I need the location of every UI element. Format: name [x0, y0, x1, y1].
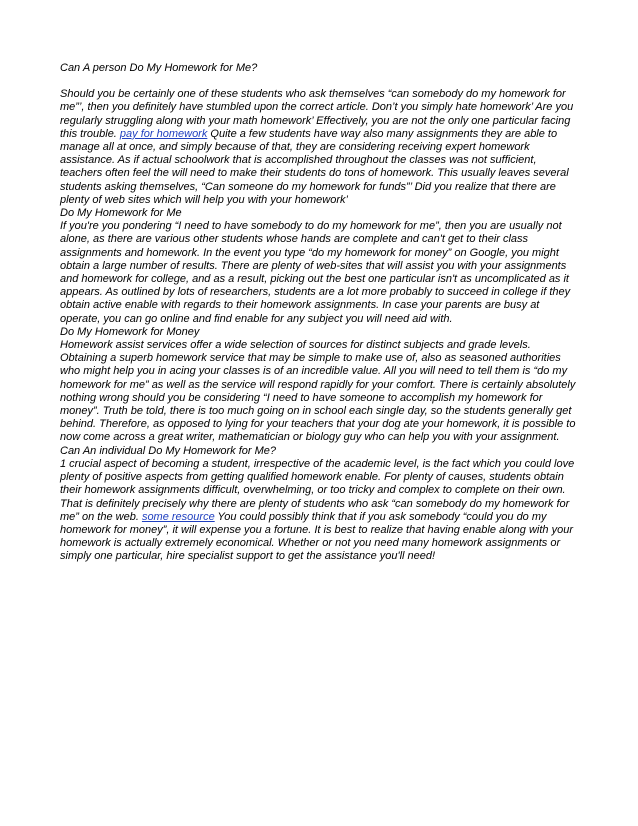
paragraph-crucial-aspect	[60, 458, 580, 564]
paragraph-text: You could possibly think that if you ask somebody “could you do my homework for money”, it will expense you a fortune. It is best to realize that having enable along with your homework is actually extremely economical. Whether or not you need many homework assignments or simply one particular, hire specialist support to get the assistance you'll need!	[60, 510, 573, 563]
paragraph-text: 1 crucial aspect of becoming a student, irrespective of the academic level, is the fact which you could love plenty of positive aspects from getting qualified homework enable. For plenty of causes, students obtain their homework assignments difficult, overwhelming, or too tricky and complex to complete on their own. That is definitely precisely why there are plenty of students who ask “can somebody do my homework for me” on the web.	[60, 457, 575, 523]
section-heading-homework-for-money: Do My Homework for Money	[60, 325, 200, 338]
pay-for-homework-link[interactable]: pay for homework	[119, 127, 208, 140]
document-body	[60, 62, 580, 564]
paragraph-assist-services: Homework assist services offer a wide selection of sources for distinct subjects and grade levels. Obtaining a superb homework service that may be simple to make use of, also as seasoned authorities who might help you in acing your classes is of an incredible value. All you will need to tell them is “do my homework for me” as well as the service will respond rapidly for your comfort. There is certainly absolutely nothing wrong should you be considering “I need to have someone to accomplish my homework for money”. Truth be told, there is too much going on in school each single day, so the students generally get behind. Therefore, as opposed to lying for your teachers that your dog ate your homework, it is possible to now come across a great writer, mathematician or biology guy who can help you with your assignment.	[60, 339, 576, 444]
paragraph-pondering: If you're you pondering “I need to have somebody to do my homework for me”, then you are usually not alone, as there are various other students whose hands are complete and can't get to their class assignments and homework. In the event you type “do my homework for money” on Google, you might obtain a large number of results. There are plenty of web-sites that will assist you with your assignments and homework for college, and as a result, picking out the best one particular isn't as uncomplicated as it appears. As outlined by lots of researchers, students are a lot more probably to succeed in college if they obtain active enable with regards to their homework assignments. In case your parents are busy at operate, you can go online and find enable for any subject you will need aid with.	[60, 220, 571, 325]
section-heading-can-an-individual: Can An individual Do My Homework for Me?	[60, 444, 277, 457]
paragraph-intro	[60, 88, 580, 207]
section-heading-do-my-homework: Do My Homework for Me	[60, 207, 182, 220]
paragraph-text: Quite a few students have way also many assignments they are able to manage all at once, and simply because of that, they are considering receiving expert homework assistance. As if actual schoolwork that is accomplished throughout the classes was not sufficient, teachers often feel the will need to make their students do tons of homework. This usually leaves several students asking themselves, “Can someone do my homework for funds”’ Did you realize that there are plenty of web sites which will help you with your homework’	[60, 127, 569, 206]
paragraph-text: Should you be certainly one of these students who ask themselves “can somebody do my homework for me”’, then you definitely have stumbled upon the correct article. Don’t you simply hate homework’ Are you regularly struggling along with your math homework’ Effectively, you are not the only one particular facing this trouble.	[60, 88, 574, 140]
document-title: Can A person Do My Homework for Me?	[60, 62, 258, 74]
some-resource-link[interactable]: some resource	[141, 510, 215, 523]
